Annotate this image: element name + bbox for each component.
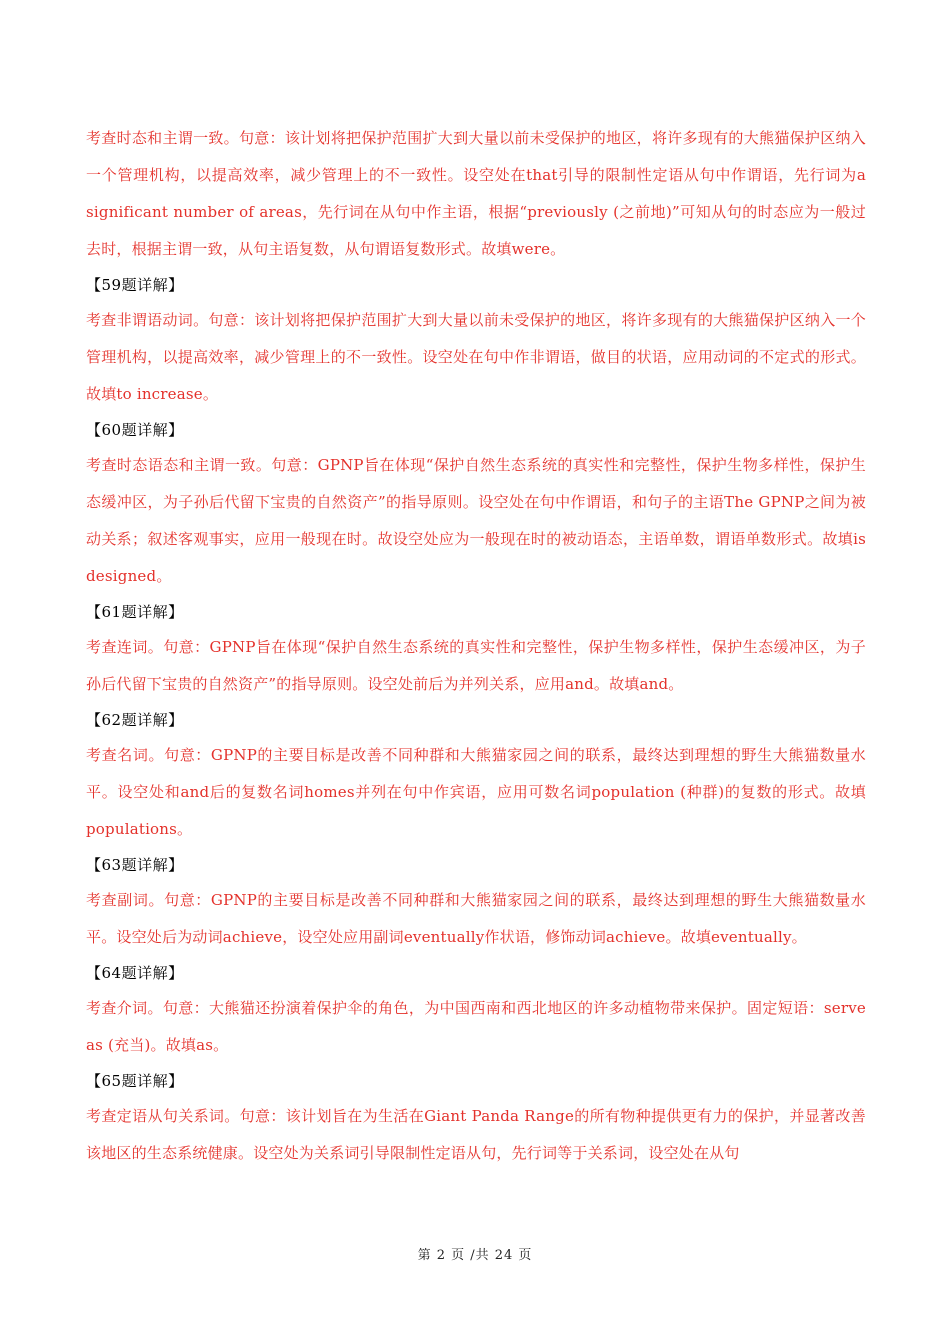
explanation-paragraph: 考查连词。句意：GPNP旨在体现“保护自然生态系统的真实性和完整性，保护生物多样性，保护生态缓冲区，为子孙后代留下宝贵的自然资产”的指导原则。设空处前后为并列关系，应用and。故填and。 — [86, 638, 866, 693]
explanation-paragraph: 考查副词。句意：GPNP的主要目标是改善不同种群和大熊猫家园之间的联系，最终达到理想的野生大熊猫数量水平。设空处后为动词achieve，设空处应用副词eventually作状语，修饰动词achieve。故填eventually。 — [86, 891, 866, 946]
section-heading: 【62题详解】 — [86, 711, 184, 729]
section-heading: 【61题详解】 — [86, 603, 184, 621]
section-heading: 【65题详解】 — [86, 1072, 184, 1090]
section-heading: 【60题详解】 — [86, 421, 184, 439]
section-heading: 【64题详解】 — [86, 964, 184, 982]
explanation-paragraph: 考查名词。句意：GPNP的主要目标是改善不同种群和大熊猫家园之间的联系，最终达到理想的野生大熊猫数量水平。设空处和and后的复数名词homes并列在句中作宾语，应用可数名词population (种群)的复数的形式。故填populations。 — [86, 746, 866, 838]
explanation-paragraph: 考查时态语态和主谓一致。句意：GPNP旨在体现“保护自然生态系统的真实性和完整性，保护生物多样性，保护生态缓冲区，为子孙后代留下宝贵的自然资产”的指导原则。设空处在句中作谓语，和句子的主语The GPNP之间为被动关系；叙述客观事实，应用一般现在时。故设空处应为一般现在时的被动语态，主语单数，谓语单数形式。故填is designed。 — [86, 456, 866, 585]
page-content — [86, 120, 866, 1172]
explanation-paragraph: 考查介词。句意：大熊猫还扮演着保护伞的角色，为中国西南和西北地区的许多动植物带来保护。固定短语：serve as (充当)。故填as。 — [86, 999, 866, 1054]
explanation-paragraph: 考查定语从句关系词。句意：该计划旨在为生活在Giant Panda Range的所有物种提供更有力的保护，并显著改善该地区的生态系统健康。设空处为关系词引导限制性定语从句，先行词等于关系词，设空处在从句 — [86, 1107, 866, 1162]
page-footer: 第 2 页 /共 24 页 — [417, 1248, 533, 1263]
section-heading: 【59题详解】 — [86, 276, 184, 294]
explanation-paragraph: 考查非谓语动词。句意：该计划将把保护范围扩大到大量以前未受保护的地区，将许多现有的大熊猫保护区纳入一个管理机构，以提高效率，减少管理上的不一致性。设空处在句中作非谓语，做目的状语，应用动词的不定式的形式。故填to increase。 — [86, 311, 866, 403]
section-heading: 【63题详解】 — [86, 856, 184, 874]
explanation-paragraph: 考查时态和主谓一致。句意：该计划将把保护范围扩大到大量以前未受保护的地区，将许多现有的大熊猫保护区纳入一个管理机构，以提高效率，减少管理上的不一致性。设空处在that引导的限制性定语从句中作谓语，先行词为a significant number of areas，先行词在从句中作主语，根据“previously (之前地)”可知从句的时态应为一般过去时，根据主谓一致，从句主语复数，从句谓语复数形式。故填were。 — [86, 129, 866, 258]
